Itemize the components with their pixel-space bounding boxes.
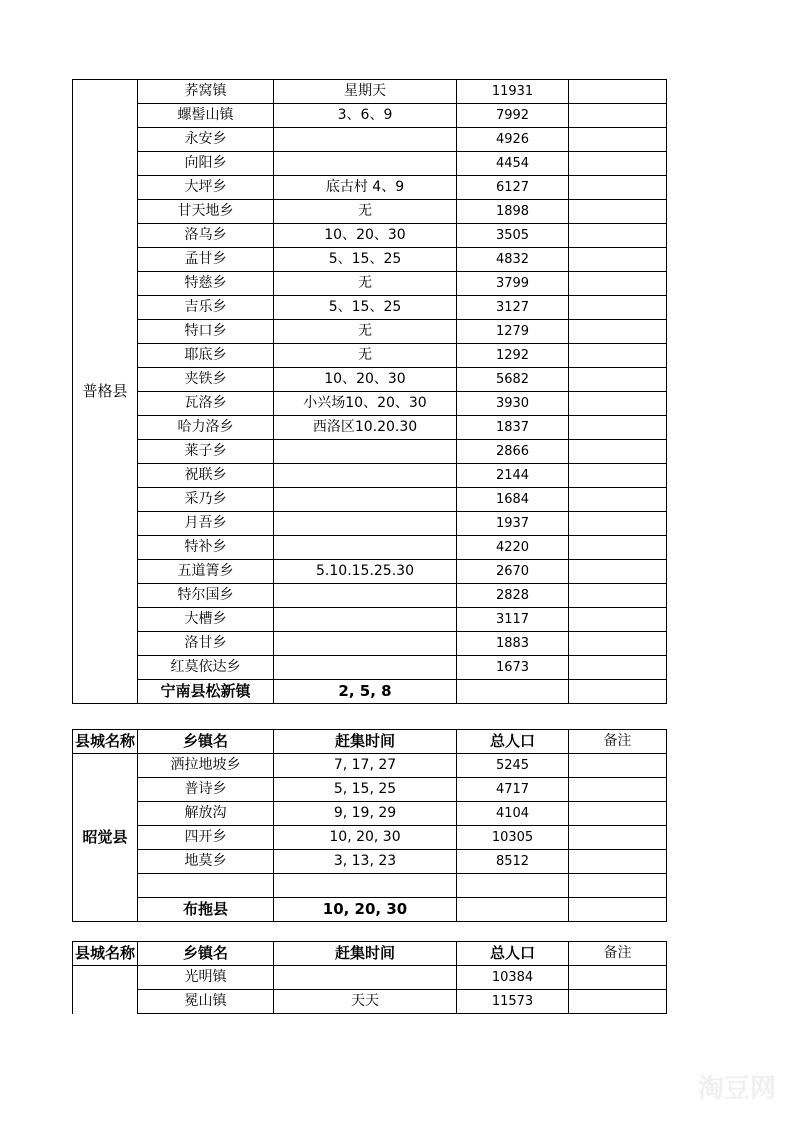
township-name: 祝联乡 xyxy=(138,464,274,488)
population: 1292 xyxy=(457,344,569,368)
remark xyxy=(569,296,667,320)
market-days: 星期天 xyxy=(274,80,457,104)
remark xyxy=(569,128,667,152)
market-days xyxy=(274,966,457,990)
table-row xyxy=(73,152,667,176)
population: 1937 xyxy=(457,512,569,536)
township-name: 螺髻山镇 xyxy=(138,104,274,128)
remark xyxy=(569,80,667,104)
population xyxy=(457,898,569,922)
market-days: 无 xyxy=(274,344,457,368)
table-row xyxy=(73,416,667,440)
remark xyxy=(569,512,667,536)
market-days: 5、15、25 xyxy=(274,248,457,272)
table-row xyxy=(73,656,667,680)
table-row xyxy=(73,990,667,1014)
township-name: 五道箐乡 xyxy=(138,560,274,584)
table-row xyxy=(73,898,667,922)
header-row xyxy=(73,942,667,966)
population: 1279 xyxy=(457,320,569,344)
population: 1684 xyxy=(457,488,569,512)
table-row xyxy=(73,488,667,512)
remark xyxy=(569,632,667,656)
township-name: 夹铁乡 xyxy=(138,368,274,392)
population: 3127 xyxy=(457,296,569,320)
population: 3799 xyxy=(457,272,569,296)
population: 6127 xyxy=(457,176,569,200)
table-row xyxy=(73,80,667,104)
population: 4717 xyxy=(457,778,569,802)
column-header: 赶集时间 xyxy=(274,942,457,966)
table-row xyxy=(73,560,667,584)
remark xyxy=(569,368,667,392)
population: 1673 xyxy=(457,656,569,680)
remark xyxy=(569,802,667,826)
remark xyxy=(569,966,667,990)
table-row xyxy=(73,200,667,224)
population xyxy=(457,874,569,898)
remark xyxy=(569,272,667,296)
township-name: 特补乡 xyxy=(138,536,274,560)
market-days xyxy=(274,152,457,176)
market-days: 3、6、9 xyxy=(274,104,457,128)
population: 4454 xyxy=(457,152,569,176)
remark xyxy=(569,488,667,512)
column-header: 乡镇名 xyxy=(138,942,274,966)
township-name: 地莫乡 xyxy=(138,850,274,874)
table-row xyxy=(73,512,667,536)
table-row xyxy=(73,464,667,488)
population: 1898 xyxy=(457,200,569,224)
market-table-zhaojue xyxy=(72,729,667,922)
table-row xyxy=(73,608,667,632)
population: 5682 xyxy=(457,368,569,392)
township-name: 莱子乡 xyxy=(138,440,274,464)
table-row xyxy=(73,874,667,898)
market-days xyxy=(274,512,457,536)
remark xyxy=(569,224,667,248)
market-days: 5.10.15.25.30 xyxy=(274,560,457,584)
table-row xyxy=(73,368,667,392)
population: 4104 xyxy=(457,802,569,826)
population: 11573 xyxy=(457,990,569,1014)
market-days: 10、20、30 xyxy=(274,224,457,248)
column-header: 备注 xyxy=(569,942,667,966)
township-name: 布拖县 xyxy=(138,898,274,922)
market-days: 2, 5, 8 xyxy=(274,680,457,704)
township-name: 瓦洛乡 xyxy=(138,392,274,416)
table-row xyxy=(73,440,667,464)
population: 5245 xyxy=(457,754,569,778)
table-row xyxy=(73,128,667,152)
township-name: 月吾乡 xyxy=(138,512,274,536)
market-days: 5、15、25 xyxy=(274,296,457,320)
market-days xyxy=(274,128,457,152)
table-row xyxy=(73,272,667,296)
township-name: 洛乌乡 xyxy=(138,224,274,248)
market-days xyxy=(274,874,457,898)
column-header: 县城名称 xyxy=(73,942,138,966)
market-days: 西洛区10.20.30 xyxy=(274,416,457,440)
remark xyxy=(569,464,667,488)
table-row xyxy=(73,966,667,990)
population: 8512 xyxy=(457,850,569,874)
remark xyxy=(569,898,667,922)
township-name: 特口乡 xyxy=(138,320,274,344)
market-days: 无 xyxy=(274,200,457,224)
township-name: 洛甘乡 xyxy=(138,632,274,656)
population: 11931 xyxy=(457,80,569,104)
township-name: 向阳乡 xyxy=(138,152,274,176)
column-header: 总人口 xyxy=(457,730,569,754)
township-name: 永安乡 xyxy=(138,128,274,152)
remark xyxy=(569,656,667,680)
market-days xyxy=(274,608,457,632)
market-days: 10, 20, 30 xyxy=(274,898,457,922)
table-row xyxy=(73,632,667,656)
column-header: 备注 xyxy=(569,730,667,754)
township-name: 冕山镇 xyxy=(138,990,274,1014)
column-header: 县城名称 xyxy=(73,730,138,754)
market-days xyxy=(274,464,457,488)
township-name xyxy=(138,874,274,898)
remark xyxy=(569,104,667,128)
market-days: 9, 19, 29 xyxy=(274,802,457,826)
population xyxy=(457,680,569,704)
township-name: 宁南县松新镇 xyxy=(138,680,274,704)
remark xyxy=(569,320,667,344)
township-name: 普诗乡 xyxy=(138,778,274,802)
remark xyxy=(569,850,667,874)
watermark: 淘豆网 xyxy=(697,1074,776,1104)
township-name: 孟甘乡 xyxy=(138,248,274,272)
market-days: 小兴场10、20、30 xyxy=(274,392,457,416)
township-name: 吉乐乡 xyxy=(138,296,274,320)
township-name: 大坪乡 xyxy=(138,176,274,200)
market-days xyxy=(274,656,457,680)
population: 2866 xyxy=(457,440,569,464)
township-name: 甘天地乡 xyxy=(138,200,274,224)
market-days: 7, 17, 27 xyxy=(274,754,457,778)
township-name: 四开乡 xyxy=(138,826,274,850)
township-name: 荞窝镇 xyxy=(138,80,274,104)
county-name: 普格县 xyxy=(73,80,138,704)
table-row xyxy=(73,176,667,200)
market-days xyxy=(274,632,457,656)
table-row xyxy=(73,584,667,608)
population: 7992 xyxy=(457,104,569,128)
population: 10384 xyxy=(457,966,569,990)
market-days xyxy=(274,536,457,560)
township-name: 采乃乡 xyxy=(138,488,274,512)
market-days xyxy=(274,488,457,512)
remark xyxy=(569,416,667,440)
population: 1883 xyxy=(457,632,569,656)
market-days: 天天 xyxy=(274,990,457,1014)
remark xyxy=(569,680,667,704)
population: 4220 xyxy=(457,536,569,560)
market-days: 底古村 4、9 xyxy=(274,176,457,200)
remark xyxy=(569,392,667,416)
market-days xyxy=(274,584,457,608)
table-row xyxy=(73,778,667,802)
column-header: 乡镇名 xyxy=(138,730,274,754)
population: 4832 xyxy=(457,248,569,272)
township-name: 洒拉地坡乡 xyxy=(138,754,274,778)
table-row xyxy=(73,680,667,704)
population: 10305 xyxy=(457,826,569,850)
table-row xyxy=(73,104,667,128)
table-row xyxy=(73,344,667,368)
market-table-puge xyxy=(72,79,667,704)
market-days: 无 xyxy=(274,272,457,296)
table-row xyxy=(73,248,667,272)
county-name xyxy=(73,966,138,1014)
township-name: 解放沟 xyxy=(138,802,274,826)
market-days: 10, 20, 30 xyxy=(274,826,457,850)
column-header: 总人口 xyxy=(457,942,569,966)
population: 1837 xyxy=(457,416,569,440)
table-row xyxy=(73,392,667,416)
table-row xyxy=(73,850,667,874)
remark xyxy=(569,584,667,608)
county-name: 昭觉县 xyxy=(73,754,138,922)
population: 2670 xyxy=(457,560,569,584)
population: 2144 xyxy=(457,464,569,488)
header-row xyxy=(73,730,667,754)
table-row xyxy=(73,224,667,248)
table-row xyxy=(73,826,667,850)
remark xyxy=(569,754,667,778)
remark xyxy=(569,344,667,368)
table-row xyxy=(73,320,667,344)
remark xyxy=(569,990,667,1014)
table-row xyxy=(73,754,667,778)
township-name: 大槽乡 xyxy=(138,608,274,632)
market-days: 无 xyxy=(274,320,457,344)
remark xyxy=(569,874,667,898)
township-name: 哈力洛乡 xyxy=(138,416,274,440)
remark xyxy=(569,536,667,560)
township-name: 特尔国乡 xyxy=(138,584,274,608)
remark xyxy=(569,152,667,176)
remark xyxy=(569,826,667,850)
population: 2828 xyxy=(457,584,569,608)
township-name: 红莫依达乡 xyxy=(138,656,274,680)
market-days: 5, 15, 25 xyxy=(274,778,457,802)
population: 3117 xyxy=(457,608,569,632)
remark xyxy=(569,176,667,200)
remark xyxy=(569,778,667,802)
township-name: 特慈乡 xyxy=(138,272,274,296)
remark xyxy=(569,608,667,632)
column-header: 赶集时间 xyxy=(274,730,457,754)
remark xyxy=(569,440,667,464)
market-table-third xyxy=(72,941,667,1014)
table-row xyxy=(73,802,667,826)
market-days: 10、20、30 xyxy=(274,368,457,392)
township-name: 光明镇 xyxy=(138,966,274,990)
market-days xyxy=(274,440,457,464)
table-row xyxy=(73,296,667,320)
township-name: 耶底乡 xyxy=(138,344,274,368)
population: 3505 xyxy=(457,224,569,248)
population: 3930 xyxy=(457,392,569,416)
table-row xyxy=(73,536,667,560)
remark xyxy=(569,248,667,272)
population: 4926 xyxy=(457,128,569,152)
remark xyxy=(569,560,667,584)
remark xyxy=(569,200,667,224)
market-days: 3, 13, 23 xyxy=(274,850,457,874)
